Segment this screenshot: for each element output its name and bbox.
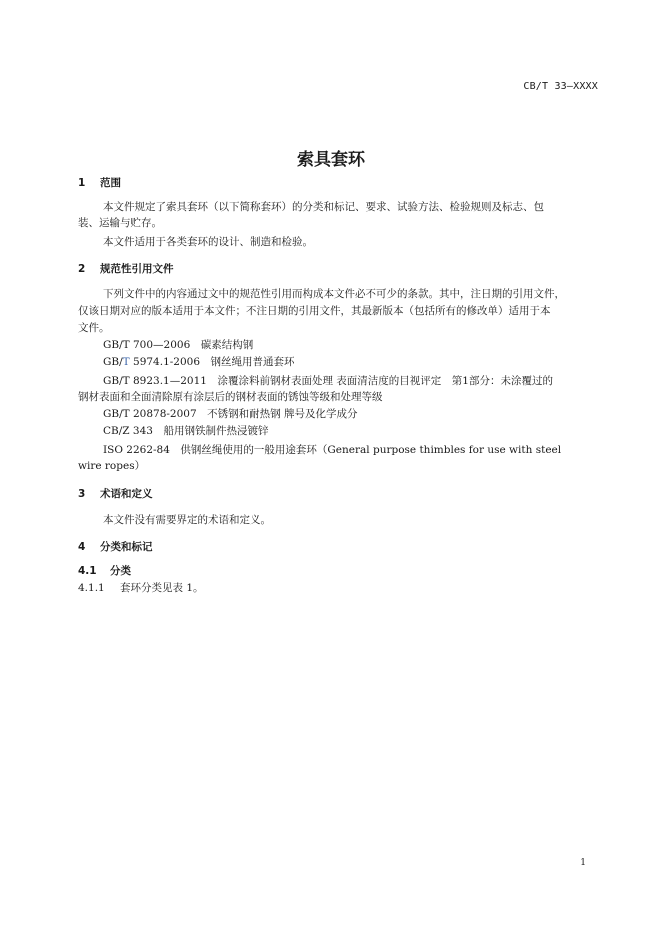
reference-continuation: 钢材表面和全面清除原有涂层后的钢材表面的锈蚀等级和处理等级	[78, 391, 383, 403]
paragraph-line: 装、运输与贮存。	[78, 217, 162, 229]
section-title: 分类和标记	[100, 541, 153, 553]
reference-title: 碳素结构钢	[200, 339, 254, 351]
clause-4-1-1	[78, 581, 204, 595]
clause-text: 套环分类见表 1。	[120, 582, 204, 594]
reference-code: GB/T 5974.1-2006	[103, 356, 201, 368]
section-number: 3	[78, 488, 86, 500]
section-title: 范围	[100, 177, 121, 189]
subsection-title: 分类	[110, 565, 131, 577]
reference-entry	[103, 355, 295, 369]
reference-code: GB/T 20878-2007	[103, 408, 197, 420]
paragraph-line: 文件。	[78, 322, 110, 334]
paragraph-line: 仅该日期对应的版本适用于本文件；不注日期的引用文件，其最新版本（包括所有的修改单）适用于本	[78, 305, 551, 317]
section-number: 2	[78, 263, 86, 275]
section-3-heading	[78, 487, 153, 501]
reference-code: CB/Z 343	[103, 425, 153, 437]
subsection-number: 4.1	[78, 565, 97, 577]
paragraph-line: 本文件规定了索具套环（以下简称套环）的分类和标记、要求、试验方法、检验规则及标志、包	[103, 201, 544, 213]
reference-entry	[103, 424, 268, 438]
section-1-heading	[78, 176, 121, 190]
paragraph-line: 本文件没有需要界定的术语和定义。	[103, 514, 271, 526]
section-4-heading	[78, 540, 153, 554]
reference-entry	[103, 443, 561, 457]
reference-entry	[103, 338, 253, 352]
section-number: 1	[78, 177, 86, 189]
reference-code: GB/T 8923.1—2011	[103, 375, 207, 387]
reference-entry	[103, 374, 553, 388]
reference-title: 钢丝绳用普通套环	[210, 356, 295, 368]
reference-title: 供钢丝绳使用的一般用途套环（General purpose thimbles for use with steel	[180, 444, 562, 456]
reference-code: GB/T 700—2006	[103, 339, 191, 351]
section-2-heading	[78, 262, 174, 276]
section-title: 规范性引用文件	[100, 263, 174, 275]
reference-code: ISO 2262-84	[103, 444, 170, 456]
document-code: CB/T 33—XXXX	[523, 81, 598, 92]
reference-title: 涂覆涂料前钢材表面处理 表面清洁度的目视评定 第1部分：未涂覆过的	[217, 375, 553, 387]
subsection-4-1-heading	[78, 564, 131, 578]
reference-entry	[103, 407, 358, 421]
page-number: 1	[580, 858, 586, 868]
paragraph-line: 本文件适用于各类套环的设计、制造和检验。	[103, 236, 313, 248]
section-title: 术语和定义	[100, 488, 153, 500]
document-title: 索具套环	[297, 150, 365, 170]
reference-title: 不锈钢和耐热钢 牌号及化学成分	[207, 408, 358, 420]
reference-continuation: wire ropes）	[78, 460, 146, 472]
section-number: 4	[78, 541, 86, 553]
reference-title: 船用钢铁制件热浸镀锌	[163, 425, 269, 437]
clause-number: 4.1.1	[78, 582, 105, 594]
paragraph-line: 下列文件中的内容通过文中的规范性引用而构成本文件必不可少的条款。其中，注日期的引用文件，	[103, 288, 565, 300]
